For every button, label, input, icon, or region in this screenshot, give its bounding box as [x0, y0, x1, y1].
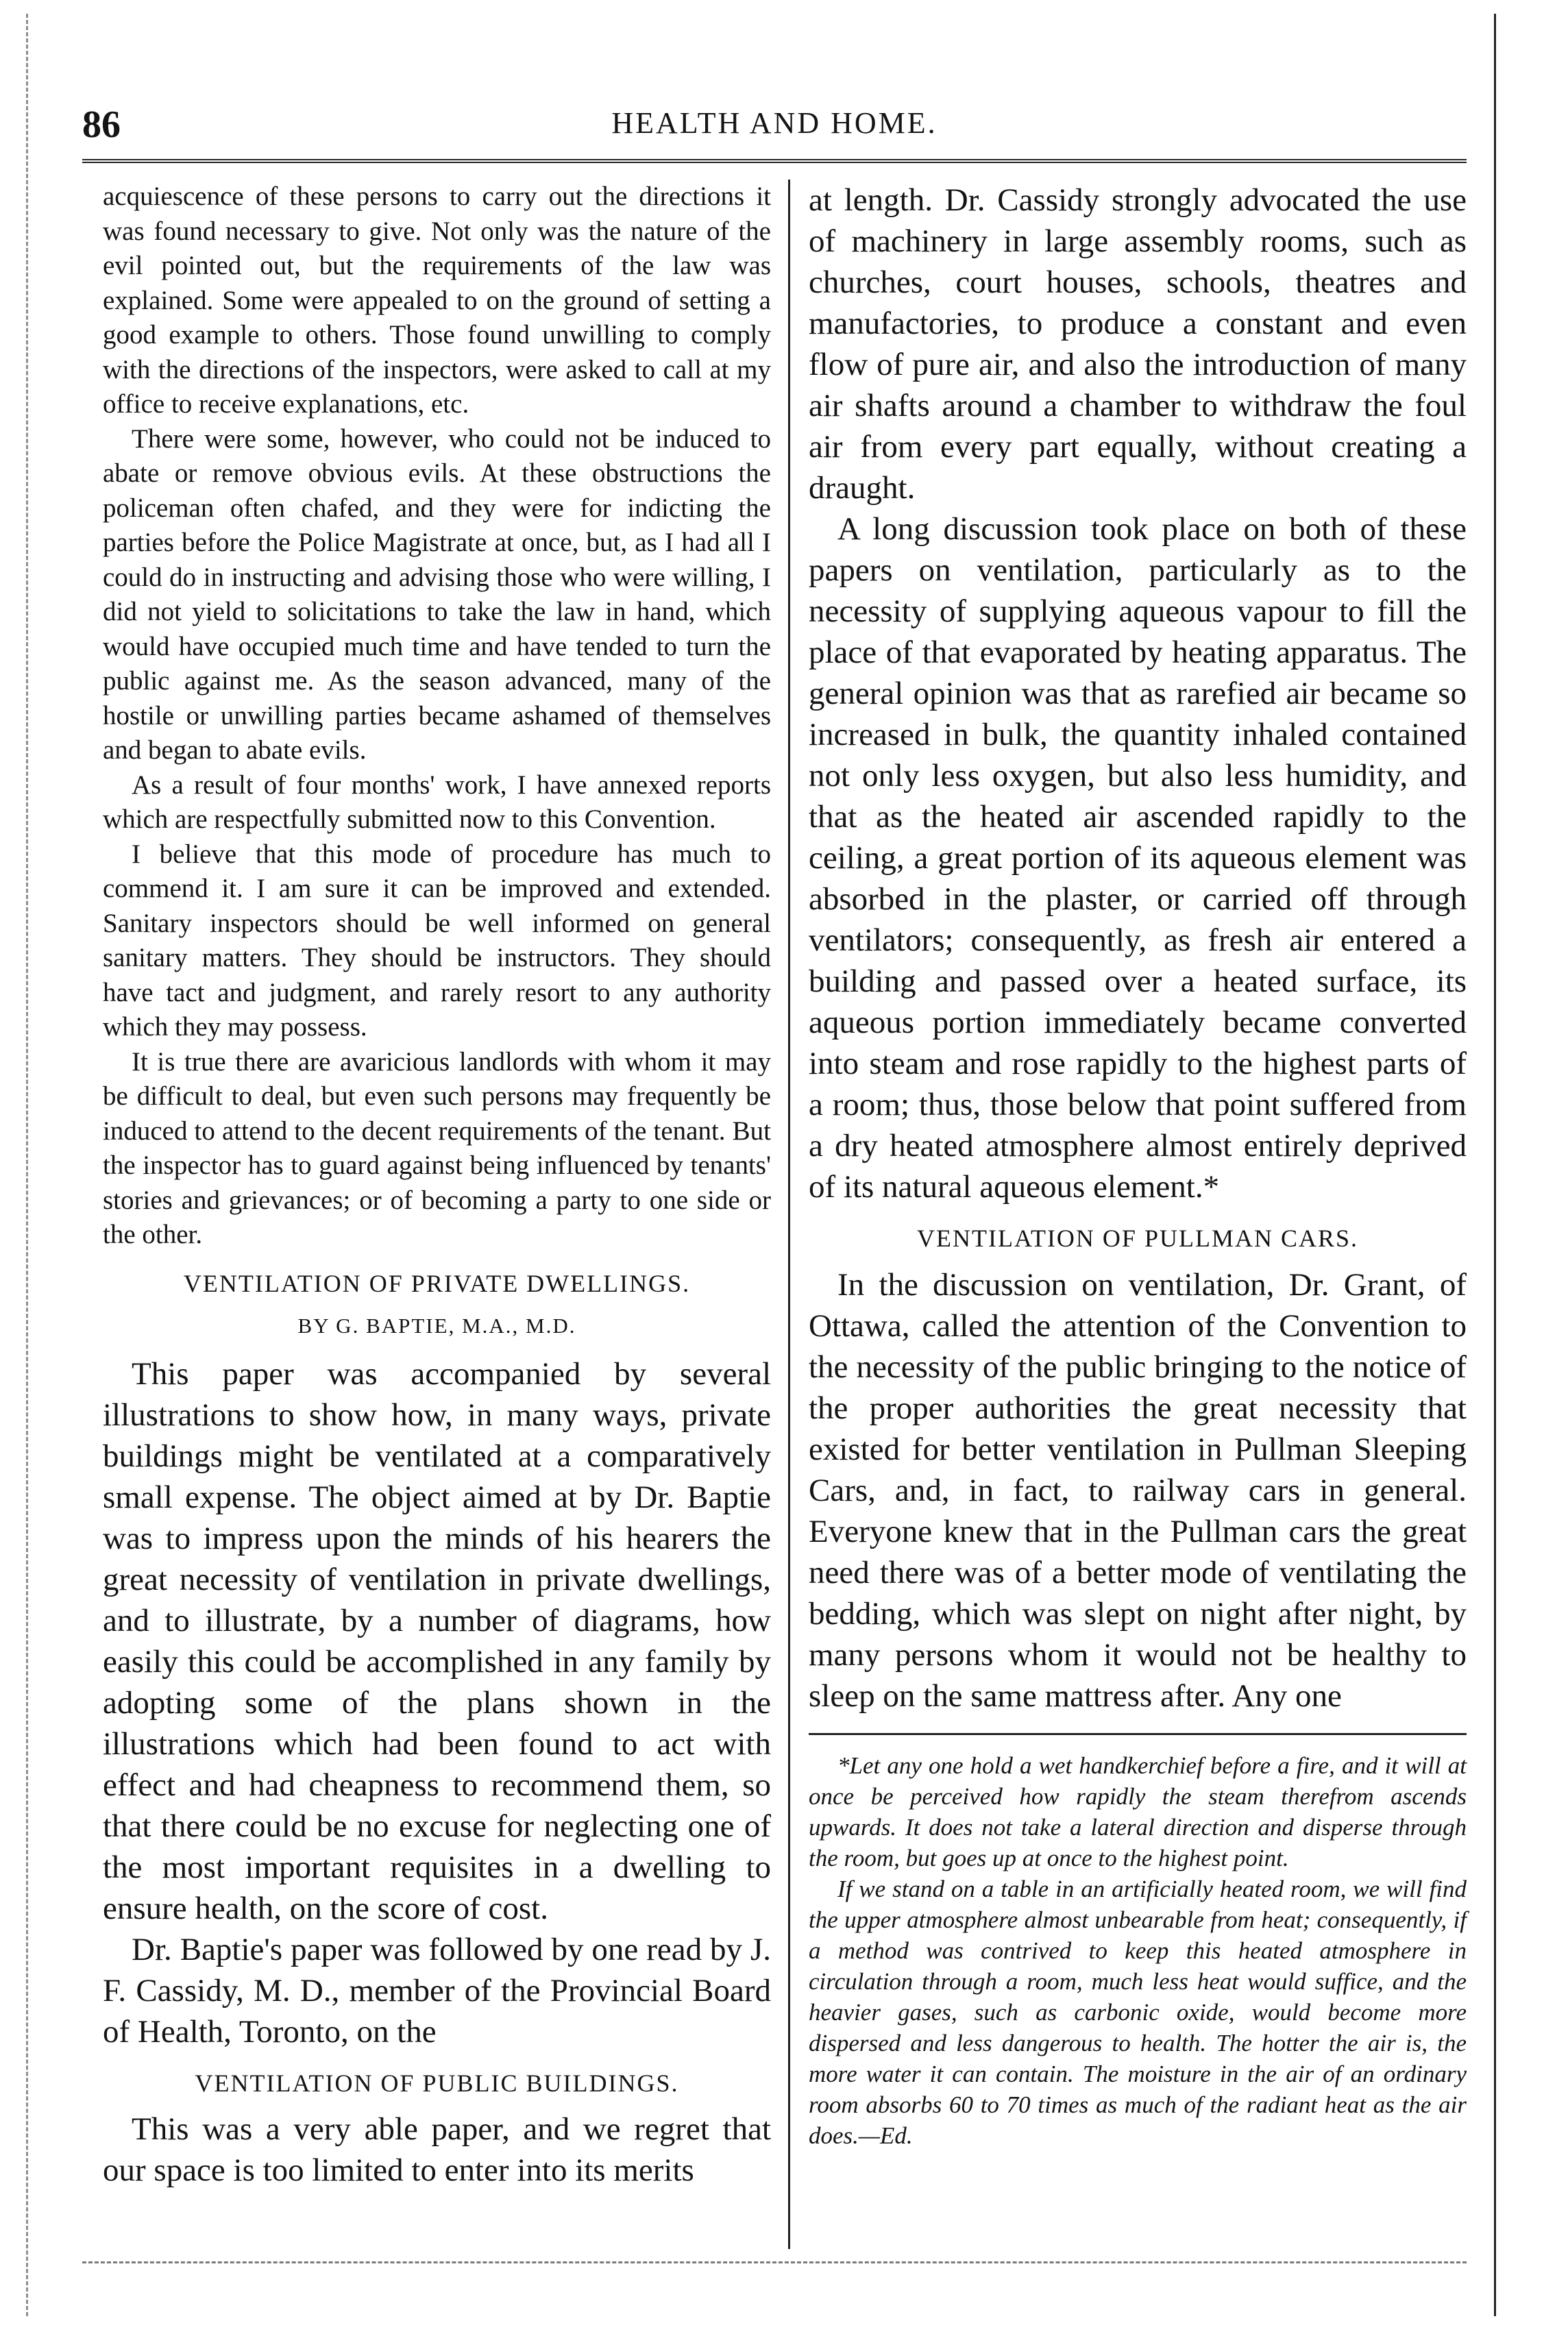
byline: BY G. BAPTIE, M.A., M.D.	[297, 1314, 576, 1338]
paragraph: at length. Dr. Cassidy strongly advocated the use of machinery in large assembly rooms, such as churches, court houses, schools, theatres and manufactories, to produce a constant and even flow of pure air, and also the introduction of many air shafts around a chamber to withdraw the foul air from every part equally, without creating a draught.	[809, 182, 1467, 506]
paragraph: Dr. Baptie's paper was followed by one read by J. F. Cassidy, M. D., member of the Provincial Board of Health, Toronto, on the	[103, 1931, 771, 2050]
right-page-edge	[1494, 14, 1499, 2316]
bottom-edge	[82, 2261, 1467, 2263]
paragraph: As a result of four months' work, I have annexed reports which are respectfully submitted now to this Convention.	[103, 770, 771, 834]
paragraph: A long discussion took place on both of these papers on ventilation, particularly as to the necessity of supplying aqueous vapour to fill the place of that evaporated by heating apparatus. The general opinion was that as rarefied air became so increased in bulk, the quantity inhaled contained not only less oxygen, but also less humidity, and that as the heated air ascended rapidly to the ceiling, a great portion of its aqueous element was absorbed in the plaster, or carried off through ventilators; consequently, as fresh air entered a building and passed over a heated surface, its aqueous portion immediately became converted into steam and rose rapidly to the highest parts of a room; thus, those below that point suffered from a dry heated atmosphere almost entirely deprived of its natural aqueous element.*	[809, 511, 1467, 1205]
footnote-rule	[809, 1733, 1467, 1735]
paragraph: It is true there are avaricious landlords with whom it may be difficult to deal, but even such persons may frequently be induced to attend to the decent requirements of the tenant. But the inspector has to guard against being influenced by tenants' stories and grievances; or of becoming a party to one side or the other.	[103, 1046, 771, 1249]
footnote	[809, 1750, 1467, 2151]
left-page-edge	[26, 14, 31, 2316]
paragraph: In the discussion on ventilation, Dr. Grant, of Ottawa, called the attention of the Convention to the necessity of the public bringing to the notice of the proper authorities the great necessity that existed for better ventilation in Pullman Sleeping Cars, and, in fact, to railway cars in general. Everyone knew that in the Pullman cars the great need there was of a better mode of ventilating the bedding, which was slept on night after night, by many persons whom it would not be healthy to sleep on the same mattress after. Any one	[809, 1266, 1467, 1714]
page-number: 86	[82, 103, 121, 146]
header-rule	[82, 159, 1467, 163]
right-column	[809, 180, 1467, 2151]
section-heading: VENTILATION OF PUBLIC BUILDINGS.	[195, 2069, 679, 2097]
footnote-paragraph: If we stand on a table in an artificially heated room, we will find the upper atmosphere almost unbearable from heat; consequently, if a method was contrived to keep this heated atmosphere in circulation through a room, much less heat would suffice, and the heavier gases, such as carbonic oxide, would become more dispersed and less dangerous to health. The hotter the air is, the more water it can contain. The moisture in the air of an ordinary room absorbs 60 to 70 times as much of the radiant heat as the air does.—Ed.	[809, 1875, 1467, 2149]
paragraph: There were some, however, who could not be induced to abate or remove obvious evils. At these obstructions the policeman often chafed, and they were for indicting the parties before the Police Magistrate at once, but, as I had all I could do in instructing and advising those who were willing, I did not yield to solicitations to take the law in hand, which would have occupied much time and have tended to turn the public against me. As the season advanced, many of the hostile or unwilling parties became ashamed of themselves and began to abate evils.	[103, 423, 771, 765]
section-heading: VENTILATION OF PULLMAN CARS.	[916, 1225, 1358, 1252]
paragraph: acquiescence of these persons to carry out the directions it was found necessary to give. Not only was the nature of the evil pointed out, but the requirements of the law was explained. Some were appealed to on the ground of setting a good example to others. Those found unwilling to comply with the directions of the inspectors, were asked to call at my office to receive explanations, etc.	[103, 182, 771, 419]
running-head: HEALTH AND HOME.	[611, 106, 938, 140]
left-column	[103, 180, 771, 2191]
paragraph: This was a very able paper, and we regret that our space is too limited to enter into its merits	[103, 2111, 771, 2188]
paragraph: This paper was accompanied by several illustrations to show how, in many ways, private buildings might be ventilated at a comparatively small expense. The object aimed at by Dr. Baptie was to impress upon the minds of his hearers the great necessity of ventilation in private dwellings, and to illustrate, by a number of diagrams, how easily this could be accomplished in any family by adopting some of the plans shown in the illustrations which had been found to act with effect and had cheapness to recommend them, so that there could be no excuse for neglecting one of the most important requisites in a dwelling to ensure health, on the score of cost.	[103, 1355, 771, 1926]
section-heading: VENTILATION OF PRIVATE DWELLINGS.	[183, 1269, 691, 1297]
footnote-paragraph: *Let any one hold a wet handkerchief before a fire, and it will at once be perceived how rapidly the steam therefrom ascends upwards. It does not take a lateral direction and disperse through the room, but goes up at once to the highest point.	[809, 1752, 1467, 1871]
page-header	[82, 96, 1467, 158]
paragraph: I believe that this mode of procedure has much to commend it. I am sure it can be improved and extended. Sanitary inspectors should be well informed on general sanitary matters. They should be instructors. They should have tact and judgment, and rarely resort to any authority which they may possess.	[103, 839, 771, 1042]
column-divider	[788, 180, 790, 2249]
